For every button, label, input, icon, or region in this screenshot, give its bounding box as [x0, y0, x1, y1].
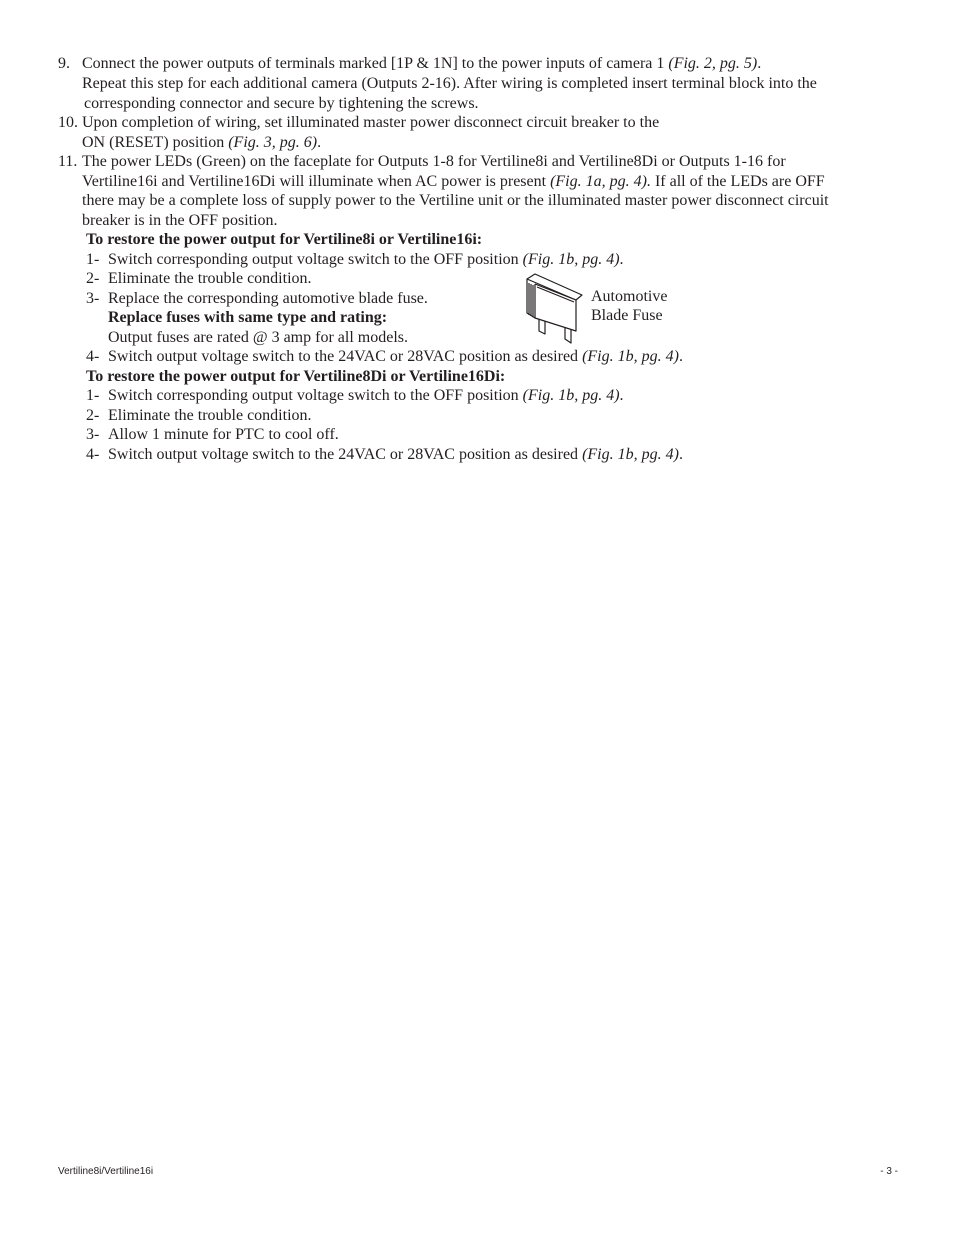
- section-b-item-1-number: 1-: [86, 387, 100, 404]
- item-text: Switch corresponding output voltage switch to the OFF position: [108, 387, 523, 404]
- fuse-note: Output fuses are rated @ 3 amp for all models.: [108, 329, 408, 346]
- figure-reference: (Fig. 1b, pg. 4): [582, 446, 679, 463]
- section-b-heading: To restore the power output for Vertiline8Di or Vertiline16Di:: [86, 368, 506, 385]
- step-11-text: Vertiline16i and Vertiline16Di will illuminate when AC power is present: [82, 173, 551, 190]
- section-b-item-2-number: 2-: [86, 407, 100, 424]
- figure-reference: (Fig. 1b, pg. 4): [522, 251, 620, 268]
- punctuation: .: [317, 134, 322, 151]
- punctuation: .: [678, 446, 683, 463]
- section-a-item-2: Eliminate the trouble condition.: [108, 270, 312, 287]
- fuse-note-heading: Replace fuses with same type and rating:: [108, 309, 388, 326]
- punctuation: .: [678, 348, 683, 365]
- step-9-line-1: [82, 54, 761, 73]
- step-11-line-2: [82, 172, 825, 191]
- item-text: Switch output voltage switch to the 24VAC or 28VAC position as desired: [108, 446, 583, 463]
- figure-reference: (Fig. 1b, pg. 4): [522, 387, 620, 404]
- step-10-number: 10.: [58, 114, 78, 131]
- blade-fuse-icon: [525, 273, 583, 345]
- figure-reference: (Fig. 1a, pg. 4).: [550, 173, 651, 190]
- footer-page-number: - 3 -: [880, 1166, 898, 1177]
- punctuation: .: [619, 387, 624, 404]
- step-11-text-cont: If all of the LEDs are OFF: [650, 173, 825, 190]
- figure-reference: (Fig. 2, pg. 5): [668, 55, 758, 72]
- step-11-line-3: there may be a complete loss of supply power to the Vertiline unit or the illuminated master power disconnect circuit: [82, 192, 829, 209]
- section-a-item-4-number: 4-: [86, 348, 100, 365]
- section-b-item-4: [108, 445, 683, 464]
- punctuation: .: [757, 55, 762, 72]
- section-b-item-2: Eliminate the trouble condition.: [108, 407, 312, 424]
- footer-product-name: Vertiline8i/Vertiline16i: [58, 1166, 154, 1177]
- section-b-item-3: Allow 1 minute for PTC to cool off.: [108, 426, 339, 443]
- section-a-item-2-number: 2-: [86, 270, 100, 287]
- section-a-heading: To restore the power output for Vertiline8i or Vertiline16i:: [86, 231, 483, 248]
- fuse-label-line-2: Blade Fuse: [591, 307, 663, 324]
- step-11-line-1: The power LEDs (Green) on the faceplate for Outputs 1-8 for Vertiline8i and Vertiline8Di or Outputs 1-16 for: [82, 153, 786, 170]
- section-a-item-4: [108, 347, 683, 366]
- item-text: Switch output voltage switch to the 24VAC or 28VAC position as desired: [108, 348, 583, 365]
- step-10-line-2: [82, 133, 321, 152]
- section-b-item-4-number: 4-: [86, 446, 100, 463]
- punctuation: .: [619, 251, 624, 268]
- step-9-number: 9.: [58, 55, 70, 72]
- section-a-item-1-number: 1-: [86, 251, 100, 268]
- figure-reference: (Fig. 3, pg. 6): [228, 134, 318, 151]
- item-text: Switch corresponding output voltage switch to the OFF position: [108, 251, 523, 268]
- section-a-item-1: [108, 250, 624, 269]
- step-9-line-3: corresponding connector and secure by tightening the screws.: [84, 95, 479, 112]
- fuse-label-line-1: Automotive: [591, 288, 668, 305]
- section-b-item-1: [108, 386, 624, 405]
- figure-reference: (Fig. 1b, pg. 4): [582, 348, 679, 365]
- section-b-item-3-number: 3-: [86, 426, 100, 443]
- step-9-text: Connect the power outputs of terminals marked [1P & 1N] to the power inputs of camera 1: [82, 55, 669, 72]
- step-10-text: ON (RESET) position: [82, 134, 229, 151]
- section-a-item-3: Replace the corresponding automotive blade fuse.: [108, 290, 428, 307]
- section-a-item-3-number: 3-: [86, 290, 100, 307]
- step-11-number: 11.: [58, 153, 78, 170]
- step-11-line-4: breaker is in the OFF position.: [82, 212, 278, 229]
- step-10-line-1: Upon completion of wiring, set illuminated master power disconnect circuit breaker to the: [82, 114, 660, 131]
- step-9-line-2: Repeat this step for each additional camera (Outputs 2-16). After wiring is completed insert terminal block into the: [82, 75, 817, 92]
